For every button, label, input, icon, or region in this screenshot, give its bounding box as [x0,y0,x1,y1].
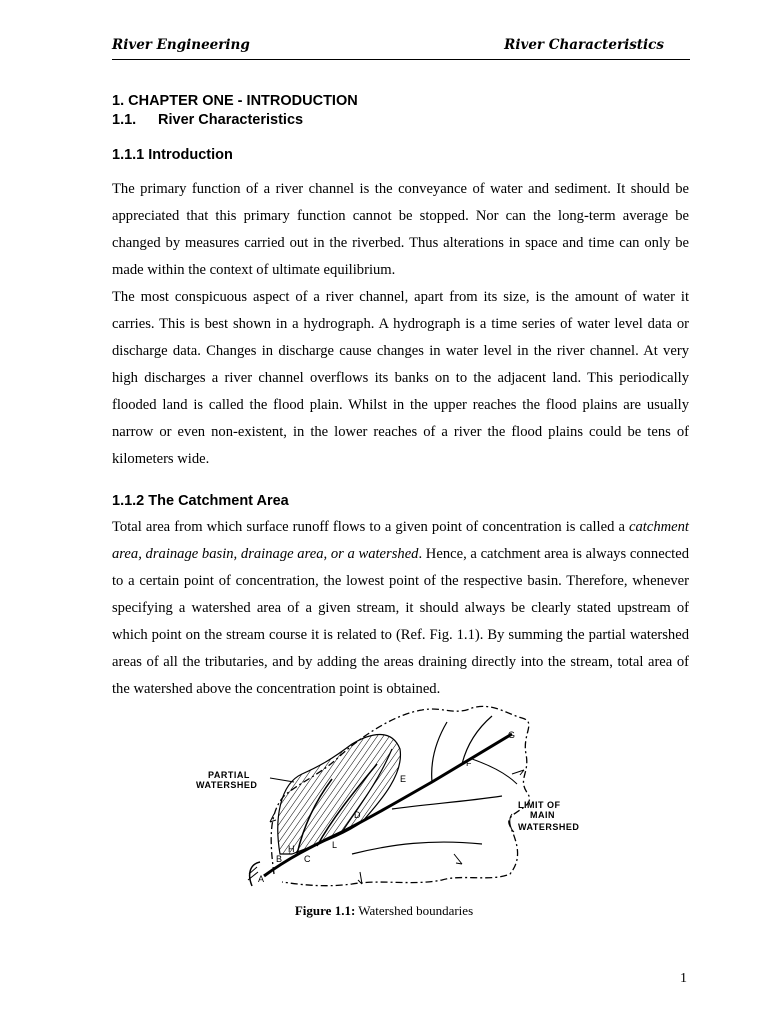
tributary [462,716,492,764]
limit-label-1: LIMIT OF [518,800,561,810]
watershed-figure [192,704,602,894]
header-right: River Characteristics [504,37,664,53]
point-b-label: B [276,854,283,864]
tributary [472,759,517,784]
figure-caption [0,903,768,919]
header-left: River Engineering [112,37,250,53]
tributary [392,796,502,809]
running-header [112,37,690,60]
section-number: 1.1. [112,112,137,128]
paragraph-catchment [112,514,689,703]
paragraph-hydrograph: The most conspicuous aspect of a river channel, apart from its size, is the amount of water it carries. This is best shown in a hydrograph. A hydrograph is a time series of water level data or discharge data. Changes in discharge cause changes in water level in the river channel. At very high discharges a river channel overflows its banks on to the adjacent land. This periodically flooded land is called the flood plain. Whilst in the upper reaches the flood plains are usually narrow or even non-existent, in the lower reaches of a river the flood plains could be tens of kilometers wide. [112,289,689,467]
point-f-label: F [466,758,472,768]
point-d-label: D [354,810,361,820]
point-a-label: A [258,874,265,884]
section-title: River Characteristics [158,112,304,128]
tributary [352,842,482,854]
catchment-text-start: Total area from which surface runoff flows to a given point of concentration is called a [112,519,630,535]
caption-text: Watershed boundaries [355,903,474,918]
point-g-label: G [508,730,516,740]
point-c-label: C [304,854,311,864]
chapter-heading: 1. CHAPTER ONE - INTRODUCTION [112,93,358,109]
catchment-terms: catchment area, drainage basin, drainage area, or a watershed [112,519,689,562]
point-h-label: H [288,844,295,854]
subsection-heading-introduction: 1.1.1 Introduction [112,147,233,163]
partial-watershed-label-2: WATERSHED [196,780,258,790]
subsection-heading-catchment: 1.1.2 The Catchment Area [112,493,289,509]
catchment-text-end: . Hence, a catchment area is always connected to a certain point of concentration, the lowest point of the respective basin. Therefore, whenever specifying a watershed area of a given stream, it should always be clearly stated upstream of which point on the stream course it is related to (Ref. Fig. 1.1). By summing the partial watershed areas of all the tributaries, and by adding the areas draining directly into the stream, total area of the watershed above the concentration point is obtained. [112,546,689,697]
partial-watershed-area [278,734,401,854]
point-l-label: L [332,840,338,850]
partial-watershed-label-1: PARTIAL [208,770,250,780]
point-e-label: E [400,774,407,784]
limit-label-3: WATERSHED [518,822,580,832]
section-heading [112,112,303,128]
page-number: 1 [680,971,687,986]
paragraph-primary-function: The primary function of a river channel is the conveyance of water and sediment. It should be appreciated that this primary function cannot be stopped. Nor can the long-term average be changed by measures carried out in the riverbed. Thus alterations in space and time can only be made within the context of ultimate equilibrium. [112,181,689,278]
limit-label-2: MAIN [530,810,555,820]
caption-label: Figure 1.1: [294,903,356,918]
